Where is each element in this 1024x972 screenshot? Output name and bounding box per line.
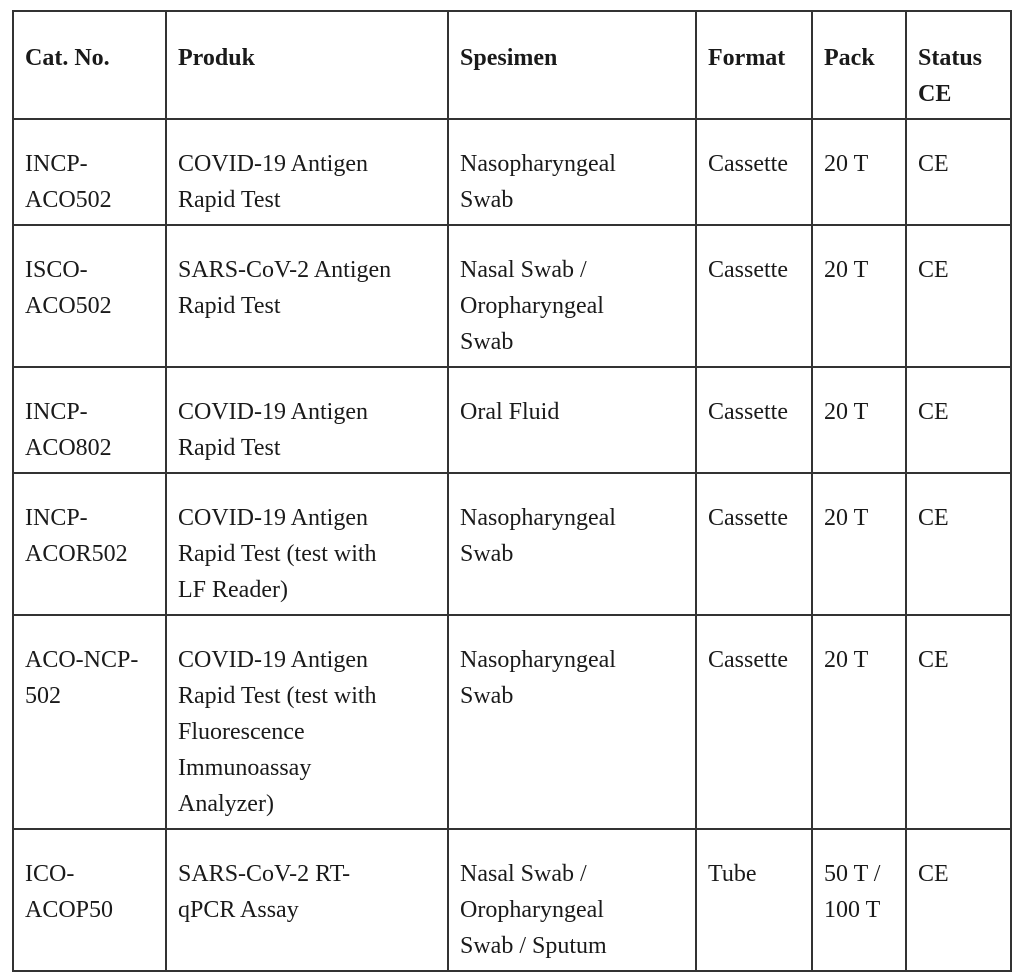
cell-produk: SARS-CoV-2 Antigen Rapid Test [166, 225, 448, 367]
cell-status: CE [906, 829, 1011, 971]
cell-produk: SARS-CoV-2 RT- qPCR Assay [166, 829, 448, 971]
header-produk: Produk [166, 11, 448, 119]
header-spesimen: Spesimen [448, 11, 696, 119]
cell-cat-no: INCP- ACOR502 [13, 473, 166, 615]
product-table [12, 10, 1012, 972]
header-cat-no: Cat. No. [13, 11, 166, 119]
table-row [13, 473, 1011, 615]
cell-cat-no: ACO-NCP- 502 [13, 615, 166, 829]
cell-spesimen: Nasal Swab / Oropharyngeal Swab / Sputum [448, 829, 696, 971]
cell-format: Cassette [696, 473, 812, 615]
cell-pack: 20 T [812, 615, 906, 829]
cell-pack: 20 T [812, 225, 906, 367]
cell-produk: COVID-19 Antigen Rapid Test (test with LF Reader) [166, 473, 448, 615]
cell-produk: COVID-19 Antigen Rapid Test [166, 119, 448, 225]
header-status-ce: Status CE [906, 11, 1011, 119]
product-table-container [12, 10, 1010, 972]
cell-format: Cassette [696, 225, 812, 367]
cell-format: Tube [696, 829, 812, 971]
cell-cat-no: INCP- ACO802 [13, 367, 166, 473]
cell-spesimen: Oral Fluid [448, 367, 696, 473]
table-header-row [13, 11, 1011, 119]
table-row [13, 119, 1011, 225]
cell-cat-no: ISCO- ACO502 [13, 225, 166, 367]
cell-pack: 20 T [812, 367, 906, 473]
cell-spesimen: Nasopharyngeal Swab [448, 119, 696, 225]
table-row [13, 225, 1011, 367]
cell-status: CE [906, 367, 1011, 473]
header-pack: Pack [812, 11, 906, 119]
cell-produk: COVID-19 Antigen Rapid Test [166, 367, 448, 473]
cell-format: Cassette [696, 367, 812, 473]
table-row [13, 367, 1011, 473]
cell-format: Cassette [696, 615, 812, 829]
cell-pack: 20 T [812, 473, 906, 615]
cell-status: CE [906, 119, 1011, 225]
cell-cat-no: INCP- ACO502 [13, 119, 166, 225]
cell-spesimen: Nasopharyngeal Swab [448, 615, 696, 829]
cell-cat-no: ICO- ACOP50 [13, 829, 166, 971]
cell-pack: 20 T [812, 119, 906, 225]
cell-pack: 50 T / 100 T [812, 829, 906, 971]
cell-spesimen: Nasopharyngeal Swab [448, 473, 696, 615]
cell-format: Cassette [696, 119, 812, 225]
cell-status: CE [906, 615, 1011, 829]
cell-status: CE [906, 473, 1011, 615]
cell-produk: COVID-19 Antigen Rapid Test (test with Fluorescence Immunoassay Analyzer) [166, 615, 448, 829]
table-row [13, 615, 1011, 829]
cell-status: CE [906, 225, 1011, 367]
header-format: Format [696, 11, 812, 119]
cell-spesimen: Nasal Swab / Oropharyngeal Swab [448, 225, 696, 367]
